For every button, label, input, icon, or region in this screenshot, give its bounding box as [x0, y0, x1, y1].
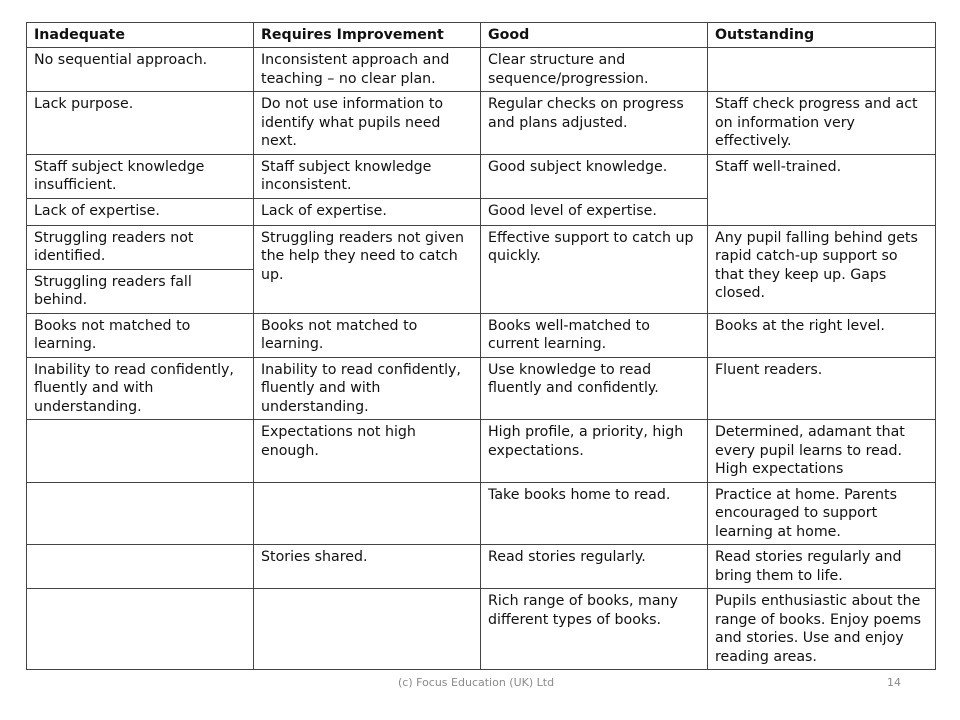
- cell-requires-improvement: Inconsistent approach and teaching – no clear plan.: [254, 48, 481, 92]
- cell-outstanding: Determined, adamant that every pupil learns to read. High expectations: [708, 420, 936, 483]
- cell-requires-improvement: Struggling readers not given the help they need to catch up.: [254, 225, 481, 313]
- table-header-row: [27, 23, 936, 48]
- cell-outstanding: Read stories regularly and bring them to life.: [708, 545, 936, 589]
- cell-good: Take books home to read.: [481, 482, 708, 545]
- cell-requires-improvement: [254, 589, 481, 670]
- header-requires-improvement: Requires Improvement: [254, 23, 481, 48]
- cell-good: Effective support to catch up quickly.: [481, 225, 708, 313]
- cell-inadequate: Books not matched to learning.: [27, 313, 254, 357]
- cell-requires-improvement: Do not use information to identify what pupils need next.: [254, 92, 481, 155]
- cell-outstanding: [708, 48, 936, 92]
- header-outstanding: Outstanding: [708, 23, 936, 48]
- cell-inadequate: [27, 589, 254, 670]
- table-row: [27, 482, 936, 545]
- cell-outstanding: Practice at home. Parents encouraged to support learning at home.: [708, 482, 936, 545]
- cell-outstanding: Staff check progress and act on information very effectively.: [708, 92, 936, 155]
- table-row: [27, 545, 936, 589]
- cell-good: High profile, a priority, high expectations.: [481, 420, 708, 483]
- cell-inadequate: [27, 482, 254, 545]
- table-row: [27, 154, 936, 198]
- header-inadequate: Inadequate: [27, 23, 254, 48]
- cell-outstanding: Books at the right level.: [708, 313, 936, 357]
- cell-good: Clear structure and sequence/progression.: [481, 48, 708, 92]
- table-row: [27, 313, 936, 357]
- cell-good: Read stories regularly.: [481, 545, 708, 589]
- cell-outstanding: Any pupil falling behind gets rapid catch-up support so that they keep up. Gaps closed.: [708, 225, 936, 313]
- cell-inadequate: Struggling readers not identified.: [27, 225, 254, 269]
- cell-good: Rich range of books, many different types of books.: [481, 589, 708, 670]
- page-number: 14: [887, 676, 901, 689]
- cell-requires-improvement: Books not matched to learning.: [254, 313, 481, 357]
- cell-inadequate: Inability to read confidently, fluently and with understanding.: [27, 357, 254, 420]
- cell-requires-improvement: [254, 482, 481, 545]
- cell-inadequate: [27, 545, 254, 589]
- table-row: [27, 420, 936, 483]
- table-row: [27, 357, 936, 420]
- cell-requires-improvement: Staff subject knowledge inconsistent.: [254, 154, 481, 198]
- table-row: [27, 225, 936, 269]
- cell-inadequate: Lack purpose.: [27, 92, 254, 155]
- cell-inadequate: [27, 420, 254, 483]
- ofsted-reading-rubric-table: [26, 22, 936, 670]
- cell-inadequate: Staff subject knowledge insufficient.: [27, 154, 254, 198]
- cell-outstanding: Fluent readers.: [708, 357, 936, 420]
- header-good: Good: [481, 23, 708, 48]
- cell-good: Regular checks on progress and plans adjusted.: [481, 92, 708, 155]
- table-row: [27, 92, 936, 155]
- cell-inadequate: Struggling readers fall behind.: [27, 269, 254, 313]
- cell-good: Use knowledge to read fluently and confidently.: [481, 357, 708, 420]
- cell-requires-improvement: Inability to read confidently, fluently and with understanding.: [254, 357, 481, 420]
- cell-requires-improvement: Stories shared.: [254, 545, 481, 589]
- table-row: [27, 48, 936, 92]
- cell-requires-improvement: Lack of expertise.: [254, 198, 481, 225]
- cell-requires-improvement: Expectations not high enough.: [254, 420, 481, 483]
- cell-good: Good subject knowledge.: [481, 154, 708, 198]
- cell-inadequate: No sequential approach.: [27, 48, 254, 92]
- cell-good: Books well-matched to current learning.: [481, 313, 708, 357]
- cell-inadequate: Lack of expertise.: [27, 198, 254, 225]
- table-row: [27, 589, 936, 670]
- copyright-text: (c) Focus Education (UK) Ltd: [398, 676, 555, 689]
- cell-good: Good level of expertise.: [481, 198, 708, 225]
- cell-outstanding: Staff well-trained.: [708, 154, 936, 225]
- cell-outstanding: Pupils enthusiastic about the range of books. Enjoy poems and stories. Use and enjoy reading areas.: [708, 589, 936, 670]
